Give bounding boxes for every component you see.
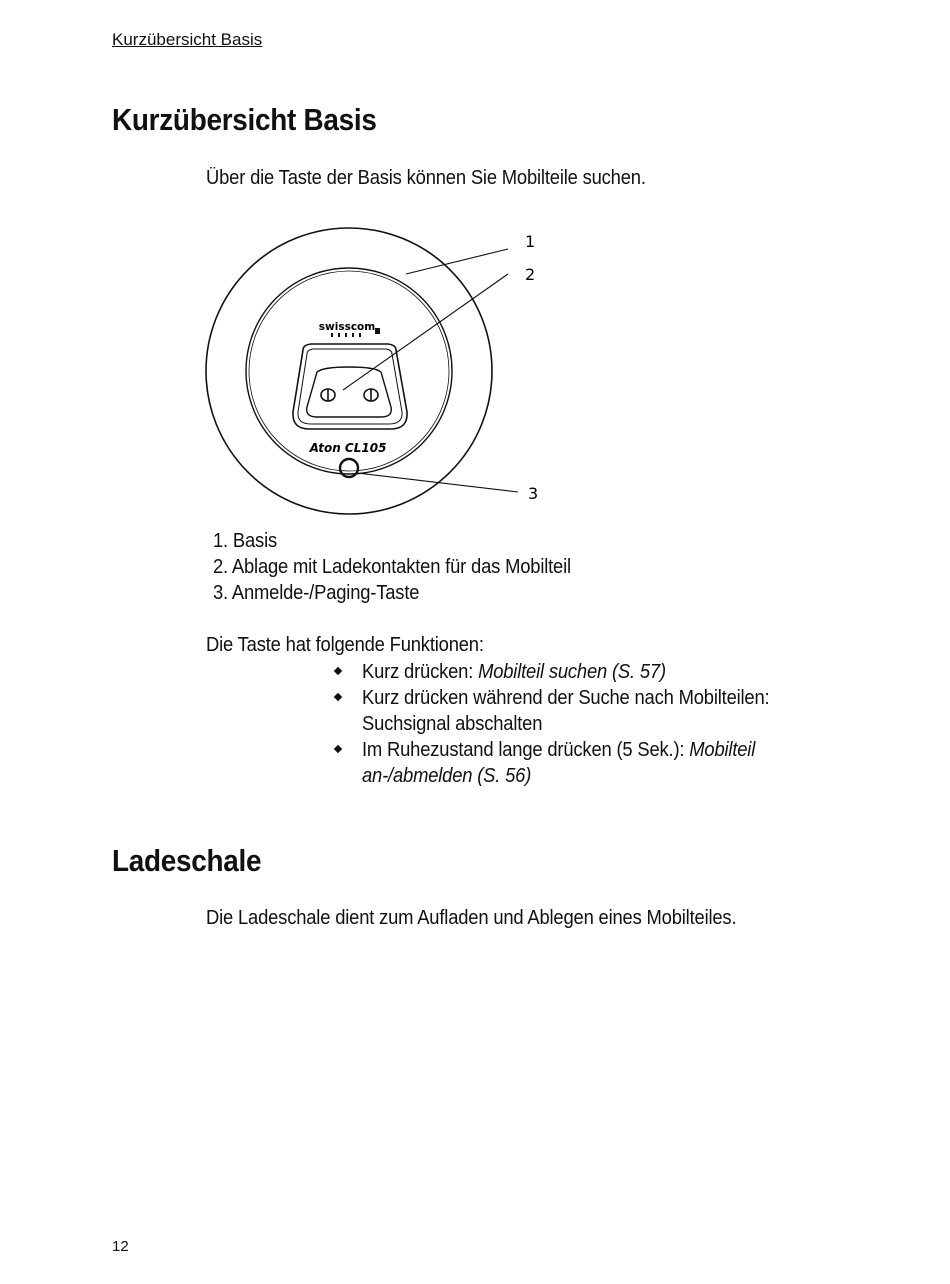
ladeschale-text: Die Ladeschale dient zum Aufladen und Ablegen eines Mobilteiles. bbox=[206, 907, 737, 929]
basis-intro-text: Über die Taste der Basis können Sie Mobilteile suchen. bbox=[206, 167, 646, 189]
base-station-diagram bbox=[195, 222, 565, 522]
model-label: Aton CL105 bbox=[309, 441, 387, 455]
charging-contacts-icon bbox=[321, 389, 378, 401]
bullet-diamond-icon bbox=[334, 693, 342, 701]
list-item: 2. Ablage mit Ladekontakten für das Mobilteil bbox=[213, 556, 571, 578]
bullet-diamond-icon bbox=[334, 745, 342, 753]
running-header: Kurzübersicht Basis bbox=[112, 30, 263, 49]
section-heading-basis: Kurzübersicht Basis bbox=[112, 102, 377, 137]
page-number: 12 bbox=[112, 1238, 129, 1255]
list-item: Kurz drücken während der Suche nach Mobilteilen: Suchsignal abschalten bbox=[332, 685, 812, 737]
functions-list bbox=[332, 659, 812, 789]
bullet-diamond-icon bbox=[334, 667, 342, 675]
list-item: 3. Anmelde-/Paging-Taste bbox=[213, 582, 420, 604]
callout-1: 1 bbox=[525, 232, 536, 251]
callout-2: 2 bbox=[525, 265, 536, 284]
functions-intro: Die Taste hat folgende Funktionen: bbox=[206, 634, 484, 656]
list-item: Kurz drücken: Mobilteil suchen (S. 57) bbox=[332, 659, 812, 685]
callout-3: 3 bbox=[528, 484, 539, 503]
parts-list bbox=[213, 528, 602, 606]
section-heading-ladeschale: Ladeschale bbox=[112, 843, 262, 878]
list-item: Im Ruhezustand lange drücken (5 Sek.): Mobilteil an-/abmelden (S. 56) bbox=[332, 737, 812, 789]
list-item: 1. Basis bbox=[213, 530, 277, 552]
brand-logo: swisscom bbox=[318, 321, 376, 333]
